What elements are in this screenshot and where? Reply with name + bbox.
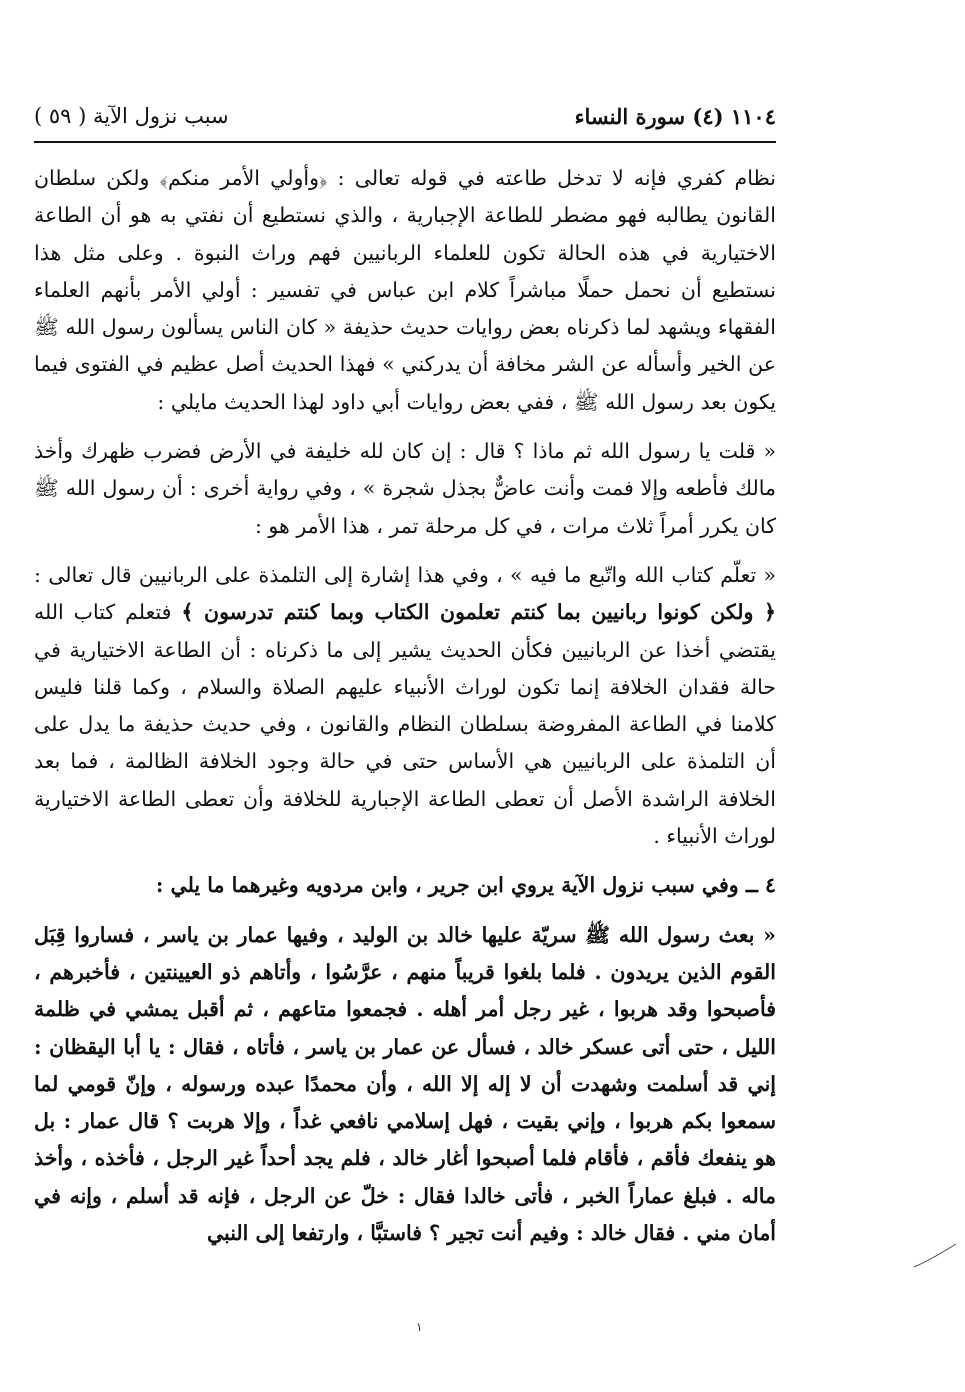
running-header — [34, 96, 776, 136]
header-rule — [34, 141, 776, 143]
section-title: سبب نزول الآية ( ٥٩ ) — [34, 104, 229, 128]
paragraph-narration: « بعث رسول الله ﷺ سريّة عليها خالد بن الوليد ، وفيها عمار بن ياسر ، فساروا قِبَل القوم الذين يريدون . فلما بلغوا قريباً منهم ، عرَّسُوا ، وأتاهم ذو العيينتين ، فأخبرهم ، فأصبحوا وقد هربوا ، غير رجل أمر أهله . فجمعوا متاعهم ، ثم أقبل يمشي في ظلمة الليل ، حتى أتى عسكر خالد ، فسأل عن عمار بن ياسر ، فأتاه ، فقال : يا أبا اليقظان : إني قد أسلمت وشهدت أن لا إله إلا الله ، وأن محمدًا عبده ورسوله ، وإنّ قومي لما سمعوا بكم هربوا ، وإني بقيت ، فهل إسلامي نافعي غداً ، وإلا هربت ؟ قال عمار : بل هو ينفعك فأقم ، فأقام فلما أصبحوا أغار خالد ، فلم يجد أحداً غير الرجل ، فأخذه ، وأخذ ماله . فبلغ عماراً الخبر ، فأتى خالدا فقال : خلّ عن الرجل ، فإنه قد أسلم ، وإنه في أمان مني . فقال خالد : وفيم أنت تجير ؟ فاستبَّا ، وارتفعا إلى النبي — [34, 922, 776, 1246]
paragraph-1: نظام كفري فإنه لا تدخل طاعته في قوله تعالى : ﴿وأولي الأمر منكم﴾ ولكن سلطان القانون يطالبه فهو مضطر للطاعة الإجبارية ، والذي نستطيع أن نفتي به هو أن الطاعة الاختيارية في هذه الحالة تكون للعلماء الربانيين فهم وراث النبوة . وعلى مثل هذا نستطيع أن نحمل حملًا مباشراً كلام ابن عباس في تفسير : أولي الأمر بأنهم العلماء الفقهاء ويشهد لما ذكرناه بعض روايات حديث حذيفة « كان الناس يسألون رسول الله ﷺ عن الخير وأسأله عن الشر مخافة أن يدركني » فهذا الحديث أصل عظيم في الفتوى فيما يكون بعد رسول الله ﷺ ، ففي بعض روايات أبي داود لهذا الحديث مايلي : — [34, 166, 776, 414]
paragraph-2: « قلت يا رسول الله ثم ماذا ؟ قال : إن كان لله خليفة في الأرض فضرب ظهرك وأخذ مالك فأطعه وإلا فمت وأنت عاضٌّ بجذل شجرة » ، وفي رواية أخرى : أن رسول الله ﷺ كان يكرر أمراً ثلاث مرات ، في كل مرحلة تمر ، هذا الأمر هو : — [34, 439, 776, 538]
paragraph-3 — [34, 557, 776, 855]
text-body — [34, 160, 776, 1252]
paragraph-3-intro: « تعلّم كتاب الله واتّبع ما فيه » ، وفي هذا إشارة إلى التلمذة على الربانيين قال تعالى : — [34, 562, 776, 587]
folio-mark: ١ — [416, 1320, 423, 1334]
quran-verse: ﴿ ولكن كونوا ربانيين بما كنتم تعلمون الكتاب وبما كنتم تدرسون ﴾ — [181, 600, 776, 625]
pen-stroke-mark — [912, 1240, 958, 1270]
page-number-and-surah: ١١٠٤ (٤) سورة النساء — [574, 103, 776, 129]
section-heading-4: ٤ ــ وفي سبب نزول الآية يروي ابن جرير ، وابن مردويه وغيرهما ما يلي : — [155, 873, 776, 898]
paragraph-3-rest: فتعلم كتاب الله يقتضي أخذا عن الربانيين فكأن الحديث يشير إلى ما ذكرناه : أن الطاعة الاختيارية في حالة فقدان الخلافة إنما تكون لوراث الأنبياء عليهم الصلاة والسلام ، وكما قلنا فليس كلامنا في الطاعة المفروضة بسلطان النظام والقانون ، وفي حديث حذيفة ما يدل على أن التلمذة على الربانيين هي الأساس حتى في حالة وجود الخلافة الظالمة ، فما بعد الخلافة الراشدة الأصل أن تعطى الطاعة الإجبارية للخلافة وأن تعطى الطاعة الاختيارية لوراث الأنبياء . — [34, 600, 776, 849]
